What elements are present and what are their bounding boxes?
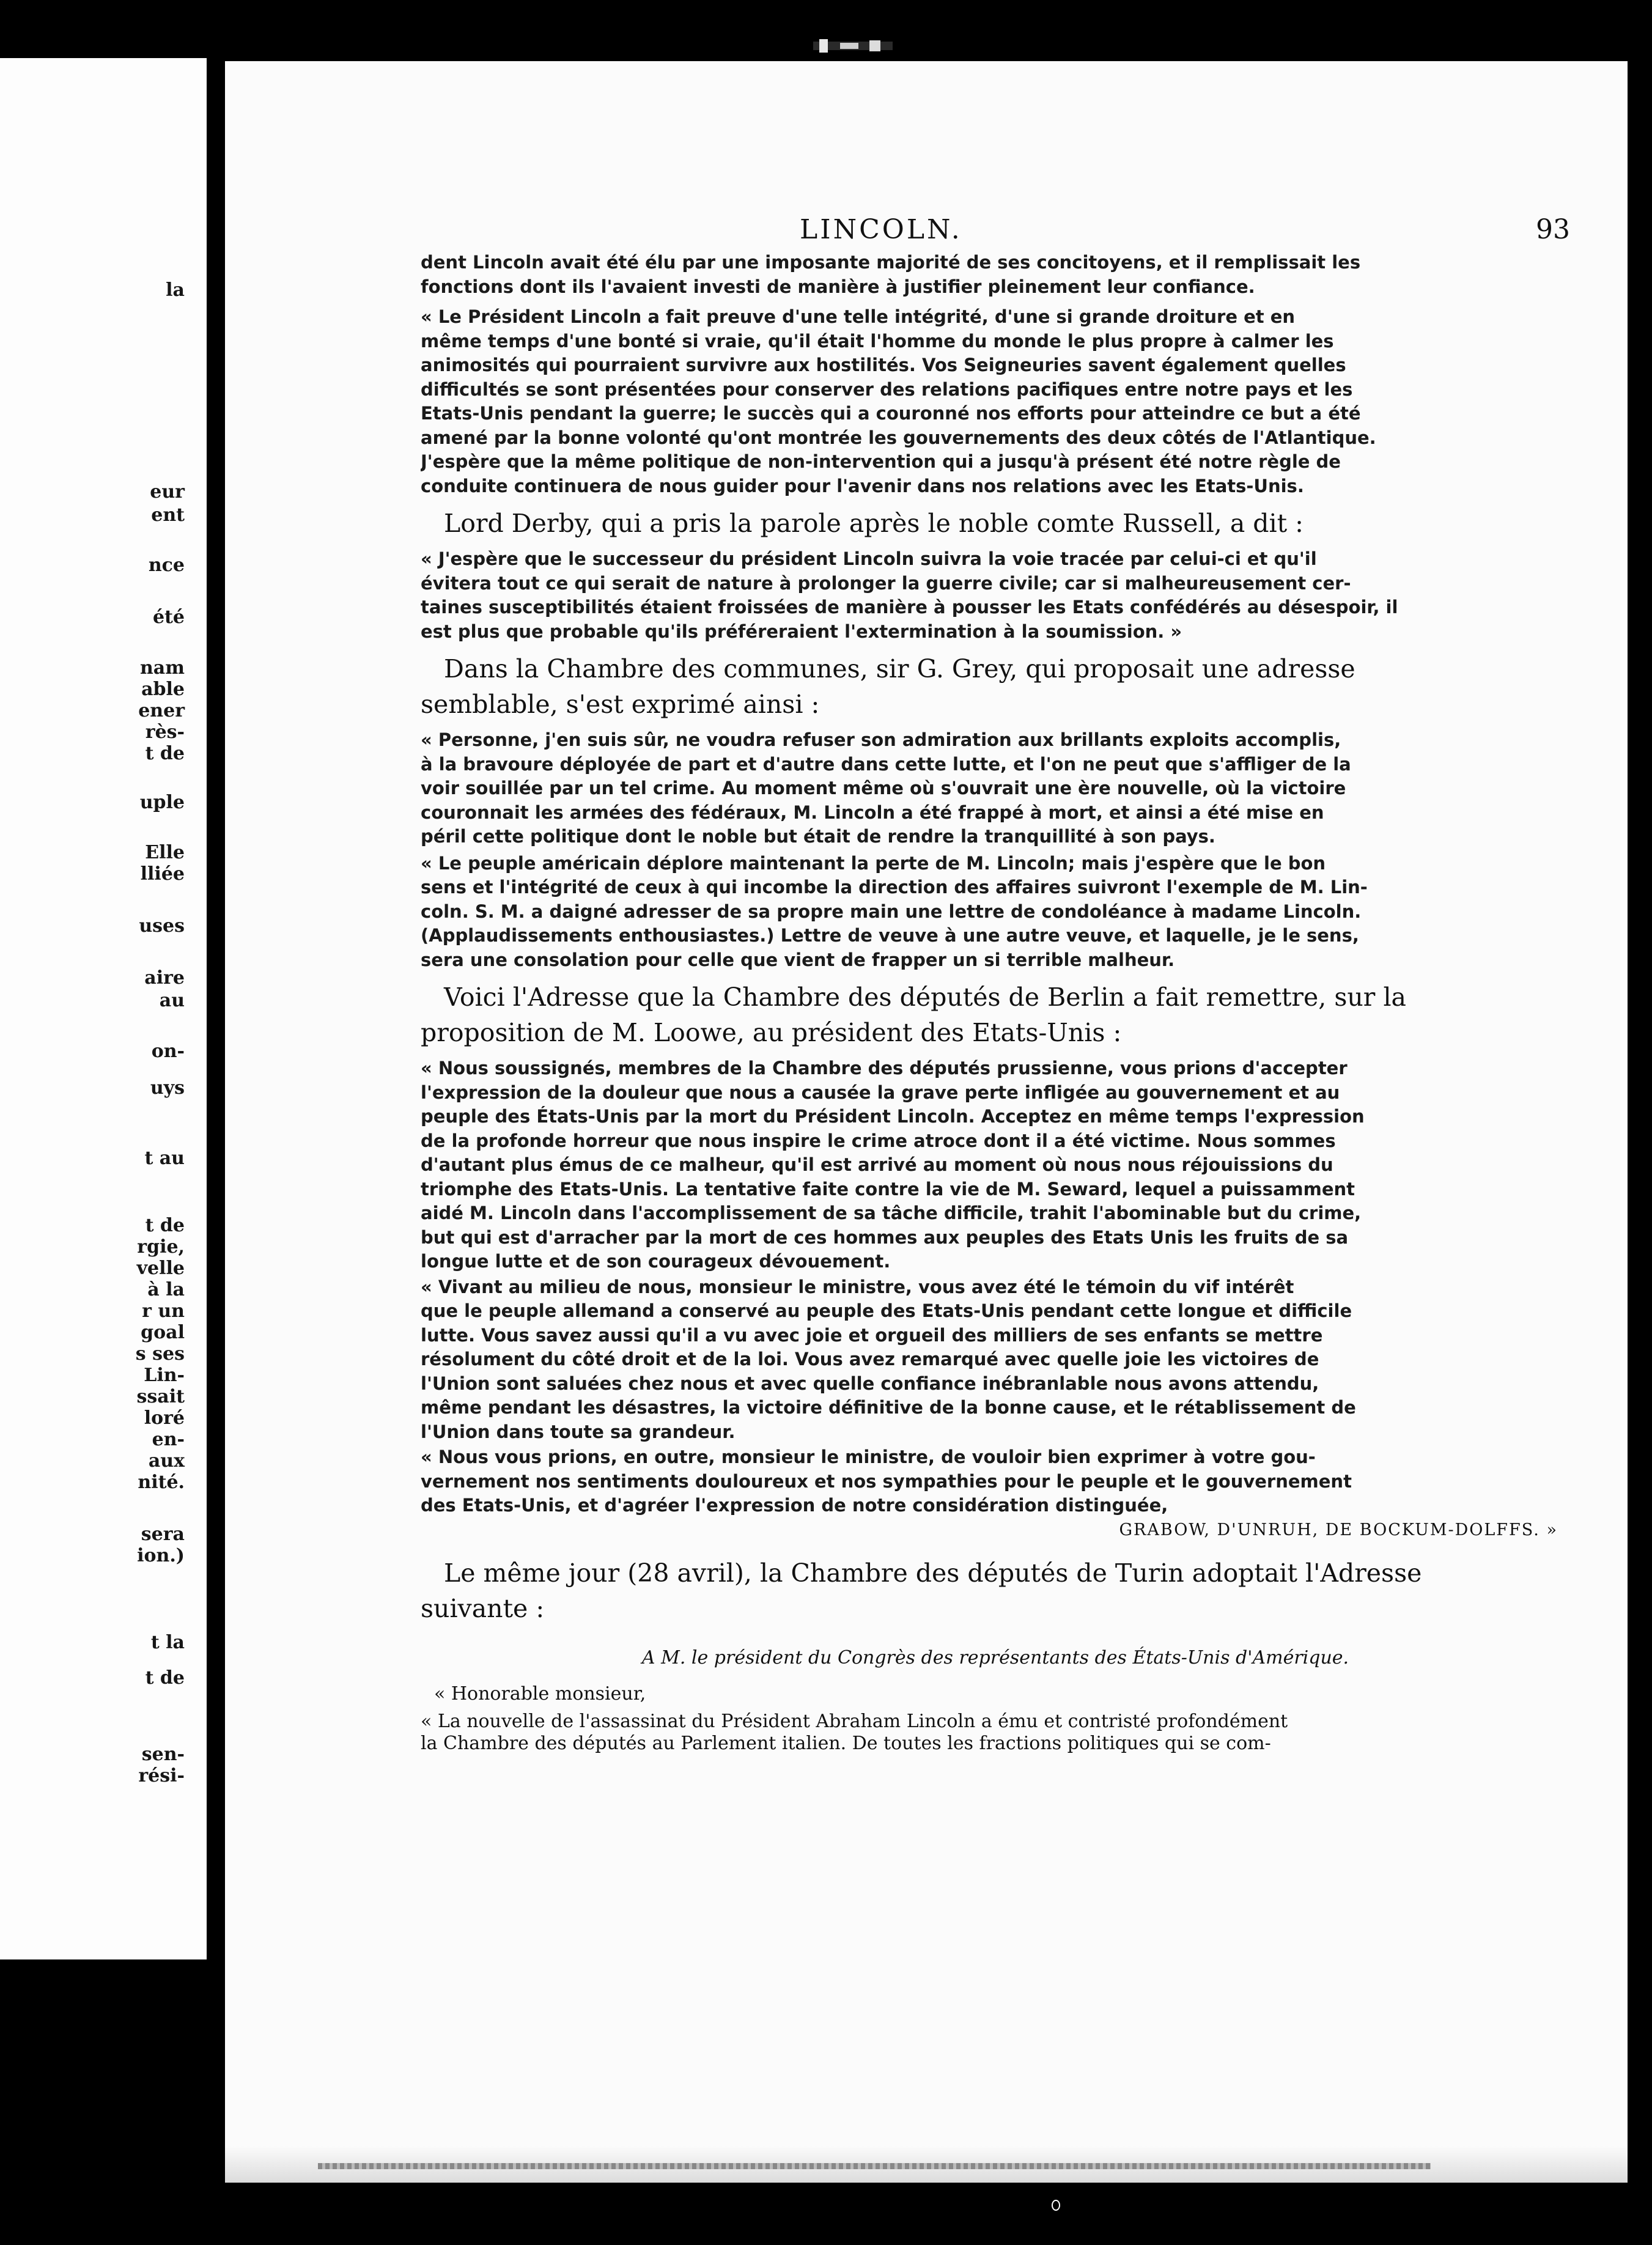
scan-mark-top — [813, 37, 893, 55]
text-line: but qui est d'arracher par la mort de ces hommes aux peuples des Etats Unis les fruits de sa — [421, 1226, 1349, 1248]
facing-page-text-fragment: on- — [151, 1041, 185, 1062]
quote-derby — [421, 548, 1570, 643]
facing-page-text-fragment: uses — [139, 915, 185, 937]
text-line: fonctions dont ils l'avaient investi de manière à justifier pleinement leur confiance. — [421, 276, 1255, 297]
text-line: l'Union dans toute sa grandeur. — [421, 1421, 736, 1442]
text-line: vernement nos sentiments douloureux et nos sympathies pour le peuple et le gouvernement — [421, 1470, 1352, 1492]
facing-page-text-fragment: ent — [151, 504, 185, 526]
quote-grey-2 — [421, 853, 1570, 971]
facing-page-text-fragment: lliée — [140, 863, 185, 885]
page-text-block — [421, 214, 1570, 1755]
facing-page-text-fragment: r un — [142, 1300, 185, 1322]
narrative-grey-cont: semblable, s'est exprimé ainsi : — [421, 690, 820, 719]
narrative-berlin: Voici l'Adresse que la Chambre des députés de Berlin a fait remettre, sur la — [444, 982, 1406, 1012]
text-line: taines susceptibilités étaient froissées de manière à pousser les Etats confédérés au désespoir, il — [421, 597, 1398, 617]
page-number: 93 — [1536, 214, 1570, 245]
facing-page-text-fragment: la — [166, 279, 185, 301]
text-line: dent Lincoln avait été élu par une imposante majorité de ses concitoyens, et il remplissait les — [421, 252, 1361, 273]
text-line: (Applaudissements enthousiastes.) Lettre de veuve à une autre veuve, et laquelle, je le sens, — [421, 925, 1359, 946]
facing-page-text-fragment: s ses — [135, 1343, 185, 1365]
facing-page-text-fragment: t au — [144, 1148, 185, 1169]
text-line: la Chambre des députés au Parlement italien. De toutes les fractions politiques qui se com- — [421, 1732, 1271, 1754]
text-line: évitera tout ce qui serait de nature à prolonger la guerre civile; car si malheureusement cer- — [421, 572, 1351, 594]
page-edge-strip — [318, 2163, 1431, 2169]
facing-page-text-fragment: à la — [147, 1279, 185, 1300]
facing-page-text-fragment: Lin- — [144, 1365, 185, 1386]
text-line: couronnait les armées des fédéraux, M. Lincoln a été frappé à mort, et ainsi a été mise en — [421, 802, 1324, 823]
address-turin — [421, 1711, 1570, 1755]
text-line: peuple des États-Unis par la mort du Président Lincoln. Acceptez en même temps l'expression — [421, 1106, 1365, 1127]
facing-page-text-fragment: au — [159, 990, 185, 1011]
facing-page-text-fragment: aire — [144, 967, 185, 989]
paragraph-intro — [421, 252, 1570, 298]
scan-mark-bottom — [1052, 2200, 1060, 2211]
text-line: de la profonde horreur que nous inspire le crime atroce dont il a été victime. Nous sommes — [421, 1130, 1336, 1151]
facing-page-text-fragment: rési- — [138, 1765, 185, 1786]
narrative-derby: Lord Derby, qui a pris la parole après le noble comte Russell, a dit : — [444, 509, 1304, 538]
facing-page-text-fragment: en- — [152, 1429, 185, 1450]
narrative-turin-cont: suivante : — [421, 1593, 545, 1623]
facing-page-text-fragment: ion.) — [137, 1545, 185, 1566]
text-line: « Nous soussignés, membres de la Chambre des députés prussienne, vous prions d'accepter — [421, 1058, 1348, 1078]
narrative-grey: Dans la Chambre des communes, sir G. Grey, qui proposait une adresse — [444, 654, 1355, 684]
facing-page-text-fragment: rgie, — [137, 1236, 185, 1258]
narrative-turin: Le même jour (28 avril), la Chambre des députés de Turin adoptait l'Adresse — [444, 1558, 1422, 1588]
text-line: Etats-Unis pendant la guerre; le succès qui a couronné nos efforts pour atteindre ce but a été — [421, 403, 1361, 424]
facing-page-text-fragment: rès- — [145, 721, 185, 743]
text-line: sens et l'intégrité de ceux à qui incombe la direction des affaires suivront l'exemple de M. Lin- — [421, 877, 1368, 898]
text-line: péril cette politique dont le noble but était de rendre la tranquillité à son pays. — [421, 826, 1215, 847]
salutation: « Honorable monsieur, — [434, 1683, 646, 1705]
text-line: à la bravoure déployée de part et d'autre dans cette lutte, et l'on ne peut que s'affliger de la — [421, 753, 1351, 775]
running-title: LINCOLN. — [800, 214, 962, 245]
facing-page-fragment — [0, 58, 207, 1959]
facing-page-text-fragment: nam — [140, 657, 185, 679]
address-berlin-2 — [421, 1277, 1570, 1443]
address-heading: A M. le président du Congrès des représentants des États-Unis d'Amérique. — [641, 1646, 1349, 1668]
text-line: aidé M. Lincoln dans l'accomplissement de sa tâche difficile, trahit l'abominable but du crime, — [421, 1203, 1362, 1223]
running-header — [421, 214, 1570, 252]
text-line: « Le Président Lincoln a fait preuve d'une telle intégrité, d'une si grande droiture et en — [421, 306, 1296, 327]
address-berlin-1 — [421, 1058, 1570, 1273]
text-line: voir souillée par un tel crime. Au moment même où s'ouvrait une ère nouvelle, où la victoire — [421, 778, 1346, 798]
facing-page-text-fragment: Elle — [145, 842, 185, 863]
facing-page-text-fragment: loré — [144, 1407, 185, 1429]
facing-page-text-fragment: uys — [150, 1077, 185, 1099]
text-line: résolument du côté droit et de la loi. Vous avez remarqué avec quelle joie les victoires de — [421, 1349, 1319, 1369]
text-line: amené par la bonne volonté qu'ont montrée les gouvernements des deux côtés de l'Atlantique. — [421, 427, 1376, 448]
text-line: « J'espère que le successeur du président Lincoln suivra la voie tracée par celui-ci et qu'il — [421, 548, 1317, 569]
page-gutter — [207, 0, 225, 2245]
text-line: « Vivant au milieu de nous, monsieur le ministre, vous avez été le témoin du vif intérêt — [421, 1276, 1294, 1297]
facing-page-text-fragment: goal — [141, 1322, 185, 1343]
text-line: animosités qui pourraient survivre aux hostilités. Vos Seigneuries savent également quelles — [421, 355, 1346, 375]
text-line: d'autant plus émus de ce malheur, qu'il est arrivé au moment où nous nous réjouissions du — [421, 1154, 1333, 1175]
text-line: lutte. Vous savez aussi qu'il a vu avec joie et orgueil des milliers de ses enfants se mettre — [421, 1324, 1323, 1346]
quote-grey-1 — [421, 729, 1570, 848]
text-line: « La nouvelle de l'assassinat du Président Abraham Lincoln a ému et contristé profondément — [421, 1710, 1288, 1732]
text-line: « Nous vous prions, en outre, monsieur le ministre, de vouloir bien exprimer à votre gou- — [421, 1447, 1316, 1467]
text-line: « Le peuple américain déplore maintenant la perte de M. Lincoln; mais j'espère que le bon — [421, 852, 1326, 874]
text-line: l'expression de la douleur que nous a causée la grave perte infligée au gouvernement et au — [421, 1082, 1340, 1103]
facing-page-text-fragment: ener — [138, 700, 185, 721]
facing-page-text-fragment: nité. — [138, 1472, 185, 1493]
text-line: même temps d'une bonté si vraie, qu'il était l'homme du monde le plus propre à calmer les — [421, 330, 1334, 352]
facing-page-text-fragment: sera — [141, 1524, 185, 1545]
facing-page-text-fragment: t de — [145, 743, 185, 764]
facing-page-text-fragment: t de — [145, 1667, 185, 1689]
facing-page-text-fragment: ssait — [136, 1386, 185, 1407]
text-line: des Etats-Unis, et d'agréer l'expression de notre considération distinguée, — [421, 1495, 1168, 1516]
narrative-berlin-cont: proposition de M. Loowe, au président des Etats-Unis : — [421, 1018, 1122, 1047]
text-line: « Personne, j'en suis sûr, ne voudra refuser son admiration aux brillants exploits accomplis, — [421, 729, 1341, 750]
facing-page-text-fragment: uple — [139, 792, 185, 813]
book-page — [225, 61, 1628, 2183]
facing-page-text-fragment: able — [141, 679, 185, 700]
quote-russell — [421, 306, 1570, 497]
text-line: l'Union sont saluées chez nous et avec quelle confiance inébranlable nous avons attendu, — [421, 1373, 1319, 1394]
text-line: difficultés se sont présentées pour conserver des relations pacifiques entre notre pays et les — [421, 378, 1353, 400]
facing-page-text-fragment: velle — [136, 1258, 185, 1279]
text-line: est plus que probable qu'ils préféreraient l'extermination à la soumission. » — [421, 621, 1182, 642]
facing-page-text-fragment: t la — [150, 1632, 185, 1653]
text-line: conduite continuera de nous guider pour l'avenir dans nos relations avec les Etats-Unis. — [421, 475, 1304, 496]
text-line: J'espère que la même politique de non-intervention qui a jusqu'à présent été notre règle de — [421, 451, 1341, 472]
text-line: même pendant les désastres, la victoire définitive de la bonne cause, et le rétablissement de — [421, 1397, 1356, 1418]
text-line: sera une consolation pour celle que vient de frapper un si terrible malheur. — [421, 949, 1175, 970]
address-berlin-3 — [421, 1447, 1570, 1517]
text-line: longue lutte et de son courageux dévouement. — [421, 1251, 891, 1272]
facing-page-text-fragment: t de — [145, 1215, 185, 1236]
facing-page-text-fragment: nce — [148, 555, 185, 576]
text-line: coln. S. M. a daigné adresser de sa propre main une lettre de condoléance à madame Lincoln. — [421, 901, 1362, 922]
text-line: triomphe des Etats-Unis. La tentative faite contre la vie de M. Seward, lequel a puissamment — [421, 1178, 1355, 1200]
facing-page-text-fragment: sen- — [141, 1744, 185, 1765]
facing-page-text-fragment: été — [152, 606, 185, 628]
text-line: que le peuple allemand a conservé au peuple des Etats-Unis pendant cette longue et difficile — [421, 1300, 1352, 1321]
facing-page-text-fragment: eur — [150, 481, 185, 503]
signature-line: GRABOW, D'UNRUH, DE BOCKUM-DOLFFS. » — [1119, 1520, 1558, 1539]
facing-page-text-fragment: aux — [148, 1450, 185, 1472]
